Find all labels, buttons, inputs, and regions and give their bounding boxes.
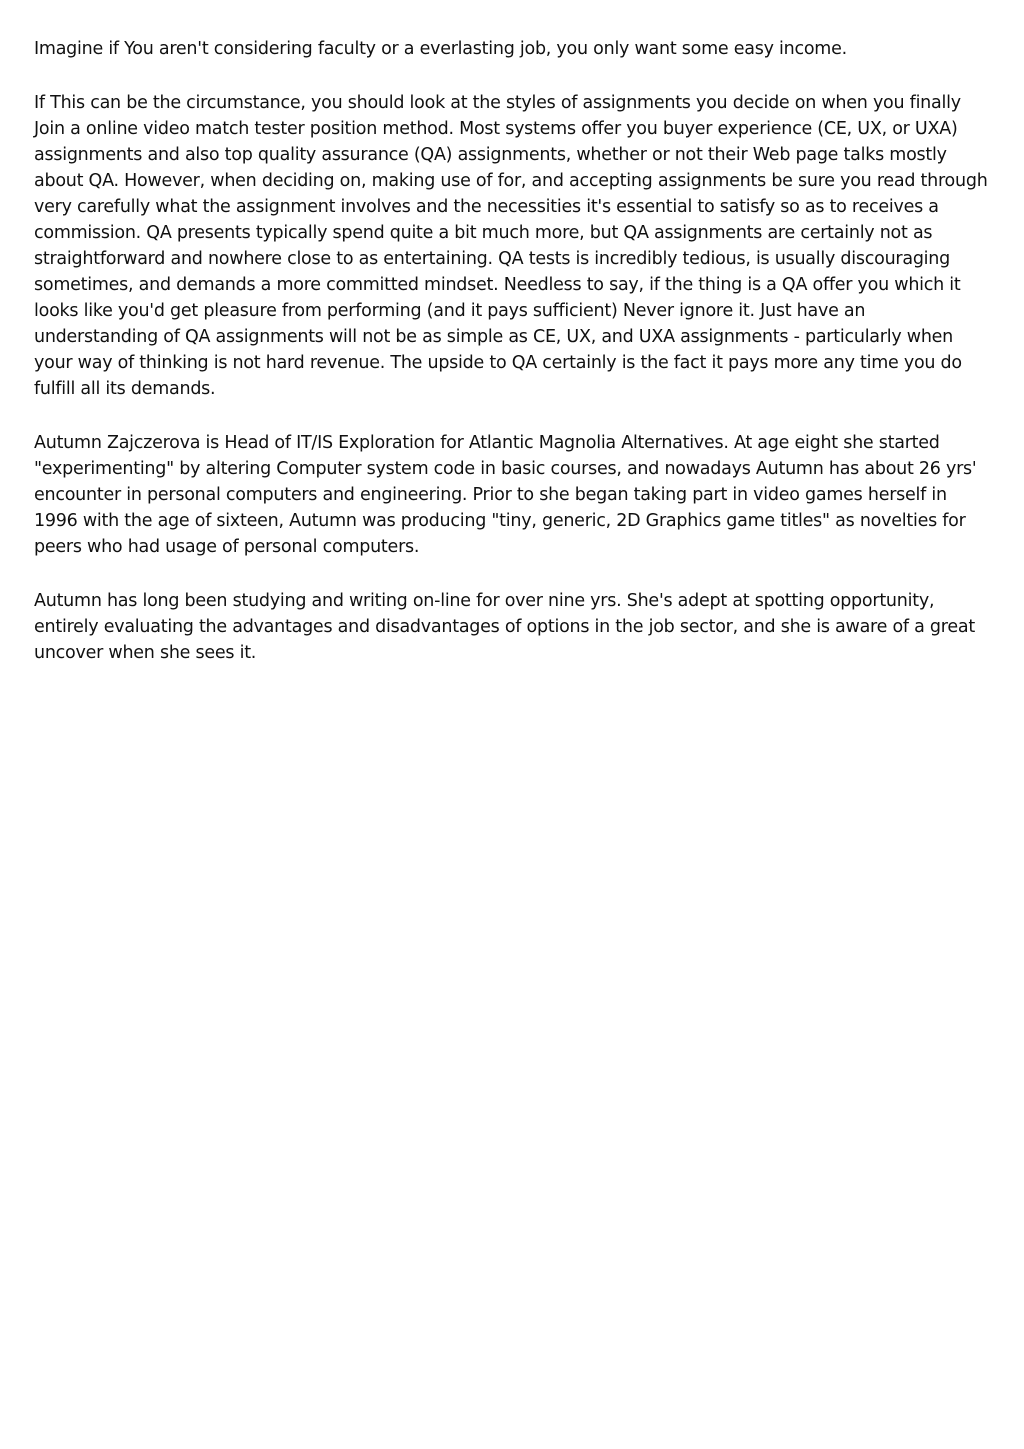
paragraph-author-writing: Autumn has long been studying and writing on-line for over nine yrs. She's adept at spotting opportunity, entirely evaluating the advantages and disadvantages of options in the job sector, and she is aware of a great uncover when she sees it.	[34, 591, 975, 663]
document-body	[34, 36, 992, 694]
paragraph-intro: Imagine if You aren't considering faculty or a everlasting job, you only want some easy income.	[34, 39, 847, 59]
paragraph-qa-assignments: If This can be the circumstance, you should look at the styles of assignments you decide on when you finally Join a online video match tester position method. Most systems offer you buyer experience (CE, UX, or UXA) assignments and also top quality assurance (QA) assignments, whether or not their Web page talks mostly about QA. However, when deciding on, making use of for, and accepting assignments be sure you read through very carefully what the assignment involves and the necessities it's essential to satisfy so as to receives a commission. QA presents typically spend quite a bit much more, but QA assignments are certainly not as straightforward and nowhere close to as entertaining. QA tests is incredibly tedious, is usually discouraging sometimes, and demands a more committed mindset. Needless to say, if the thing is a QA offer you which it looks like you'd get pleasure from performing (and it pays sufficient) Never ignore it. Just have an understanding of QA assignments will not be as simple as CE, UX, and UXA assignments - particularly when your way of thinking is not hard revenue. The upside to QA certainly is the fact it pays more any time you do fulfill all its demands.	[34, 93, 988, 399]
paragraph-author-bio: Autumn Zajczerova is Head of IT/IS Exploration for Atlantic Magnolia Alternatives. At age eight she started "experimenting" by altering Computer system code in basic courses, and nowadays Autumn has about 26 yrs' encounter in personal computers and engineering. Prior to she began taking part in video games herself in 1996 with the age of sixteen, Autumn was producing "tiny, generic, 2D Graphics game titles" as novelties for peers who had usage of personal computers.	[34, 433, 977, 557]
